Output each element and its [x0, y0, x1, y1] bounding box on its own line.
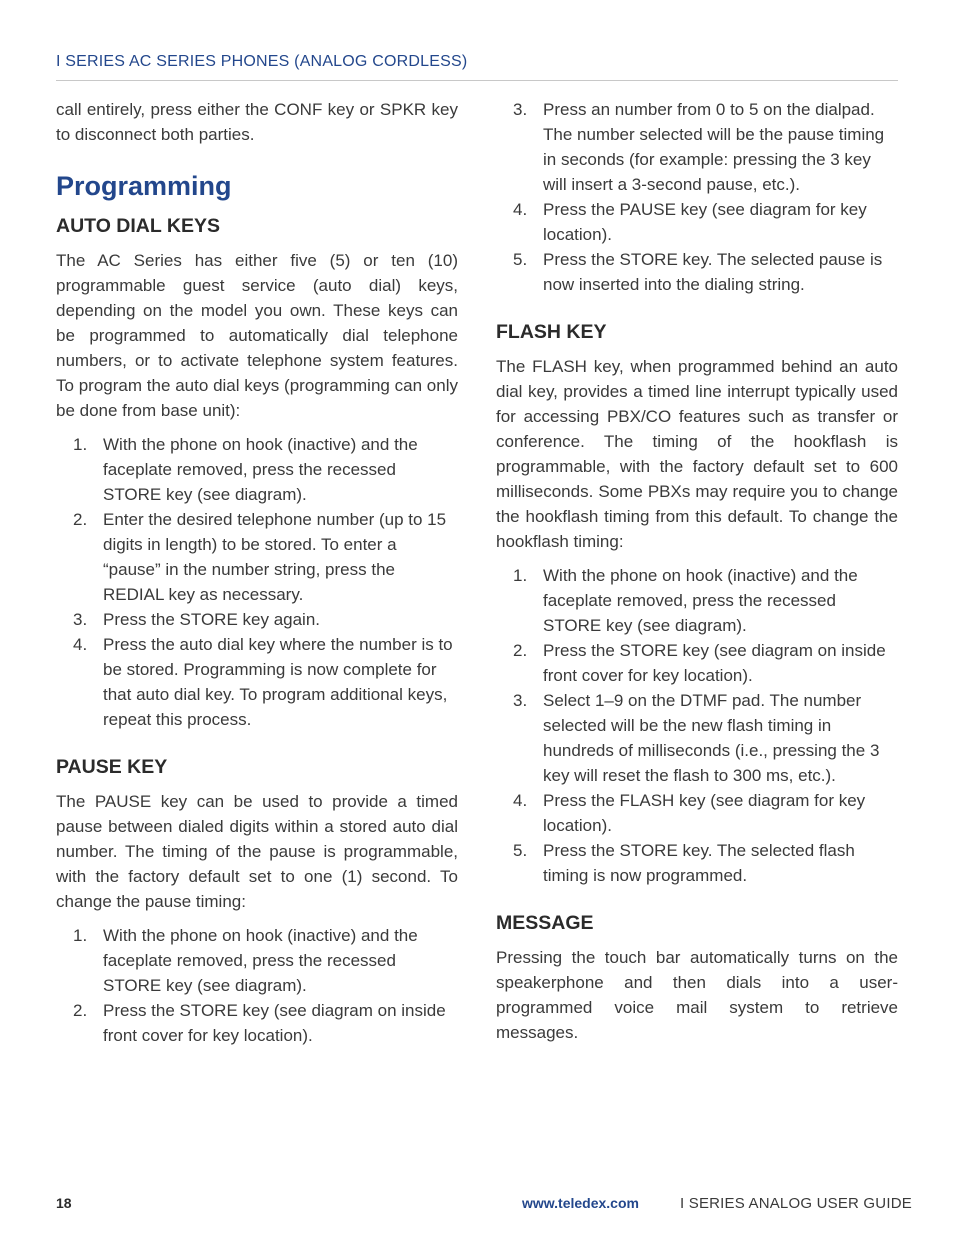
list-text: With the phone on hook (inactive) and the faceplate removed, press the recessed STORE key (see diagram). [103, 926, 418, 995]
list-number: 2. [73, 510, 88, 529]
message-heading: MESSAGE [496, 912, 594, 934]
intro-paragraph: call entirely, press either the CONF key or SPKR key to disconnect both parties. [56, 100, 458, 144]
list-item [496, 688, 898, 788]
list-item [56, 607, 458, 632]
section-title: Programming [56, 171, 232, 201]
list-number: 3. [513, 691, 528, 710]
list-number: 5. [513, 250, 528, 269]
list-item [56, 632, 458, 732]
list-item [56, 507, 458, 607]
list-number: 2. [73, 1001, 88, 1020]
list-item [496, 638, 898, 688]
list-text: Press the STORE key again. [103, 610, 321, 629]
list-text: Press the FLASH key (see diagram for key location). [543, 791, 866, 835]
list-item [496, 838, 898, 888]
list-item [496, 563, 898, 638]
pause-steps [56, 923, 458, 1048]
list-number: 2. [513, 641, 528, 660]
pause-key-body: The PAUSE key can be used to provide a timed pause between dialed digits within a stored auto dial number. The timing of the pause is programmable, with the factory default set to one (1) second. To change the pause timing: [56, 792, 458, 911]
header-divider [56, 80, 898, 81]
list-item [56, 432, 458, 507]
running-header: I SERIES AC SERIES PHONES (ANALOG CORDLESS) [56, 53, 468, 70]
left-column [56, 97, 458, 1048]
list-item [496, 247, 898, 297]
list-number: 3. [73, 610, 88, 629]
list-text: Press the auto dial key where the number is to be stored. Programming is now complete for that auto dial key. To program additional keys, repeat this process. [103, 635, 453, 729]
list-number: 4. [73, 635, 88, 654]
list-text: Press the STORE key. The selected flash timing is now programmed. [543, 841, 855, 885]
list-text: Press the STORE key (see diagram on inside front cover for key location). [103, 1001, 446, 1045]
right-column [496, 97, 898, 1045]
list-text: Press the STORE key (see diagram on inside front cover for key location). [543, 641, 886, 685]
list-number: 3. [513, 100, 528, 119]
list-item [496, 97, 898, 197]
list-item [56, 923, 458, 998]
list-text: Press the STORE key. The selected pause is now inserted into the dialing string. [543, 250, 883, 294]
flash-key-heading: FLASH KEY [496, 321, 607, 343]
list-item [56, 998, 458, 1048]
list-number: 5. [513, 841, 528, 860]
pause-key-heading: PAUSE KEY [56, 756, 168, 778]
auto-dial-body: The AC Series has either five (5) or ten (10) programmable guest service (auto dial) keys, depending on the model you own. These keys can be programmed to automatically dial telephone numbers, or to activate telephone system features. To program the auto dial keys (programming can only be done from base unit): [56, 251, 458, 420]
list-text: With the phone on hook (inactive) and the faceplate removed, press the recessed STORE key (see diagram). [103, 435, 418, 504]
list-text: Select 1–9 on the DTMF pad. The number selected will be the new flash timing in hundreds of milliseconds (i.e., pressing the 3 key will reset the flash to 300 ms, etc.). [543, 691, 880, 785]
flash-steps [496, 563, 898, 888]
list-number: 1. [513, 566, 528, 585]
list-text: Press an number from 0 to 5 on the dialpad. The number selected will be the pause timing in seconds (for example: pressing the 3 key will insert a 3-second pause, etc.). [543, 100, 885, 194]
auto-dial-heading: AUTO DIAL KEYS [56, 215, 220, 237]
list-number: 4. [513, 791, 528, 810]
list-number: 4. [513, 200, 528, 219]
list-item [496, 788, 898, 838]
list-text: With the phone on hook (inactive) and the faceplate removed, press the recessed STORE key (see diagram). [543, 566, 858, 635]
list-number: 1. [73, 435, 88, 454]
pause-steps-continued [496, 97, 898, 297]
website-link[interactable]: www.teledex.com [522, 1195, 639, 1211]
message-body: Pressing the touch bar automatically turns on the speakerphone and then dials into a user-programmed voice mail system to retrieve messages. [496, 948, 898, 1042]
list-text: Enter the desired telephone number (up to 15 digits in length) to be stored. To enter a “pause” in the number string, press the REDIAL key as necessary. [103, 510, 447, 604]
page-number: 18 [56, 1195, 72, 1211]
list-number: 1. [73, 926, 88, 945]
list-item [496, 197, 898, 247]
flash-key-body: The FLASH key, when programmed behind an auto dial key, provides a timed line interrupt typically used for accessing PBX/CO features such as transfer or conference. The timing of the hookflash is programmable, with the factory default set to 600 milliseconds. Some PBXs may require you to change the hookflash timing from this default. To change the hookflash timing: [496, 357, 898, 551]
guide-title: I SERIES ANALOG USER GUIDE [680, 1195, 912, 1212]
list-text: Press the PAUSE key (see diagram for key location). [543, 200, 867, 244]
auto-dial-steps [56, 432, 458, 732]
